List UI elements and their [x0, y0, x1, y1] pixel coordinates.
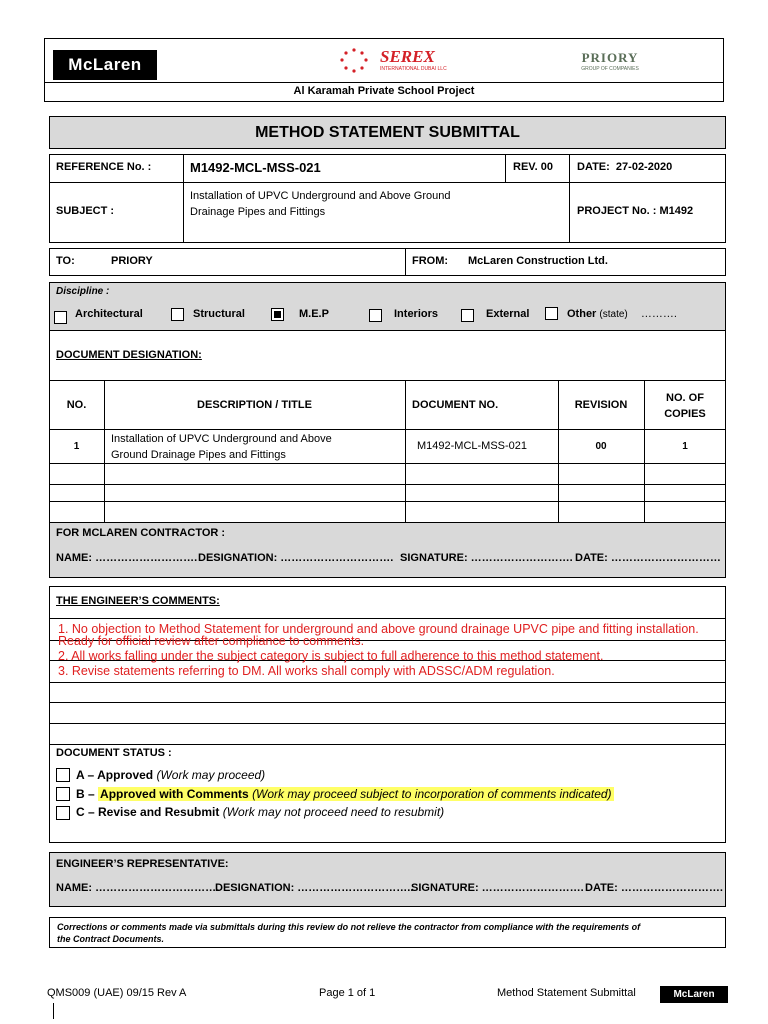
comment-2: 2. All works falling under the subject category is subject to full adherence to this method statement.: [58, 649, 604, 663]
engineer-name: NAME: …………………………….: [56, 882, 220, 894]
footer-mclaren-logo: McLaren: [660, 986, 728, 1003]
engineer-heading: ENGINEER’S REPRESENTATIVE:: [56, 858, 229, 870]
star-ring-icon: [334, 46, 374, 76]
footer-title: Method Statement Submittal: [497, 987, 636, 999]
page-number: Page 1 of 1: [319, 987, 376, 999]
comment-1: 1. No objection to Method Statement for underground and above ground drainage UPVC pipe and fitting installation.: [58, 622, 699, 636]
serex-subtitle: INTERNATIONAL DUBAI LLC: [380, 66, 447, 72]
status-a-label: A – Approved (Work may proceed): [76, 768, 266, 782]
priory-logo: PRIORY GROUP OF COMPANIES: [581, 50, 639, 72]
disclaimer-note: Corrections or comments made via submittals during this review do not relieve the contractor from compliance with the requirements of the Contract Documents.: [49, 917, 726, 948]
date-field: DATE: 27-02-2020: [577, 161, 673, 173]
page-title: METHOD STATEMENT SUBMITTAL: [255, 123, 520, 141]
contractor-signature: SIGNATURE: ……………………….: [400, 552, 573, 564]
structural-checkbox[interactable]: [171, 308, 184, 321]
status-heading: DOCUMENT STATUS :: [56, 747, 172, 759]
row-copies: 1: [682, 441, 688, 452]
mep-label: M.E.P: [299, 308, 329, 320]
contractor-name: NAME: ……………………….: [56, 552, 198, 564]
title-bar: [49, 116, 726, 149]
interiors-checkbox[interactable]: [369, 309, 382, 322]
contractor-designation: DESIGNATION: ………………………….: [198, 552, 394, 564]
contractor-date: DATE: …………………………: [575, 552, 721, 564]
col-description: DESCRIPTION / TITLE: [197, 399, 312, 411]
other-checkbox[interactable]: [545, 307, 558, 320]
row-no: 1: [73, 441, 80, 452]
structural-label: Structural: [193, 308, 245, 320]
status-b-highlight: Approved with Comments (Work may proceed subject to incorporation of comments indicated): [100, 787, 612, 801]
from-label: FROM:: [412, 255, 449, 267]
external-label: External: [486, 308, 530, 320]
status-c-label: C – Revise and Resubmit (Work may not proceed need to resubmit): [76, 805, 445, 819]
comment-1b: Ready for official review after compliance to comments.: [58, 634, 365, 648]
serex-logo: [334, 46, 470, 76]
from-value: McLaren Construction Ltd.: [468, 255, 608, 267]
row-document-no: M1492-MCL-MSS-021: [417, 440, 528, 452]
page-cursor-mark: [53, 1003, 54, 1019]
form-code: QMS009 (UAE) 09/15 Rev A: [47, 987, 187, 999]
external-checkbox[interactable]: [461, 309, 474, 322]
contractor-heading: FOR MCLAREN CONTRACTOR :: [56, 527, 226, 539]
checked-mark-icon: [274, 311, 281, 318]
subject-label: SUBJECT :: [56, 205, 115, 217]
serex-wordmark: SEREX: [380, 47, 435, 66]
discipline-panel: [50, 283, 725, 330]
other-label: Other (state) ……….: [567, 308, 677, 320]
architectural-checkbox[interactable]: [54, 311, 67, 324]
discipline-label: Discipline :: [56, 286, 110, 297]
status-b-checkbox[interactable]: [56, 787, 70, 801]
col-copies: NO. OF COPIES: [664, 392, 706, 420]
col-no: NO.: [66, 399, 87, 411]
status-c-checkbox[interactable]: [56, 806, 70, 820]
subject-value: Installation of UPVC Underground and Above Ground Drainage Pipes and Fittings: [190, 190, 451, 218]
row-revision: 00: [595, 441, 607, 452]
comment-3: 3. Revise statements referring to DM. All works shall comply with ADSSC/ADM regulation.: [58, 664, 555, 678]
engineer-date: DATE: ……………………….: [585, 882, 723, 894]
mclaren-logo: McLaren: [53, 50, 157, 80]
reference-value: M1492-MCL-MSS-021: [190, 160, 321, 175]
col-document-no: DOCUMENT NO.: [412, 399, 499, 411]
project-name: Al Karamah Private School Project: [293, 85, 475, 97]
engineer-signature: SIGNATURE: ……………………….: [411, 882, 584, 894]
status-a-checkbox[interactable]: [56, 768, 70, 782]
revision-label: REV. 00: [513, 161, 553, 173]
col-revision: REVISION: [574, 399, 628, 411]
row-description: Installation of UPVC Underground and Above Ground Drainage Pipes and Fittings: [111, 433, 332, 461]
architectural-label: Architectural: [75, 308, 143, 320]
mep-checkbox[interactable]: [271, 308, 284, 321]
reference-label: REFERENCE No. :: [56, 161, 152, 173]
project-number: PROJECT No. : M1492: [577, 205, 694, 217]
engineer-designation: DESIGNATION: …………………………..: [215, 882, 414, 894]
designation-heading: DOCUMENT DESIGNATION:: [56, 349, 202, 361]
interiors-label: Interiors: [394, 308, 439, 320]
comments-heading: THE ENGINEER’S COMMENTS:: [56, 595, 220, 607]
to-value: PRIORY: [111, 255, 153, 267]
status-b-label: B – Approved with Comments (Work may proceed subject to incorporation of comments indicated): [76, 787, 612, 801]
to-label: TO:: [56, 255, 75, 267]
